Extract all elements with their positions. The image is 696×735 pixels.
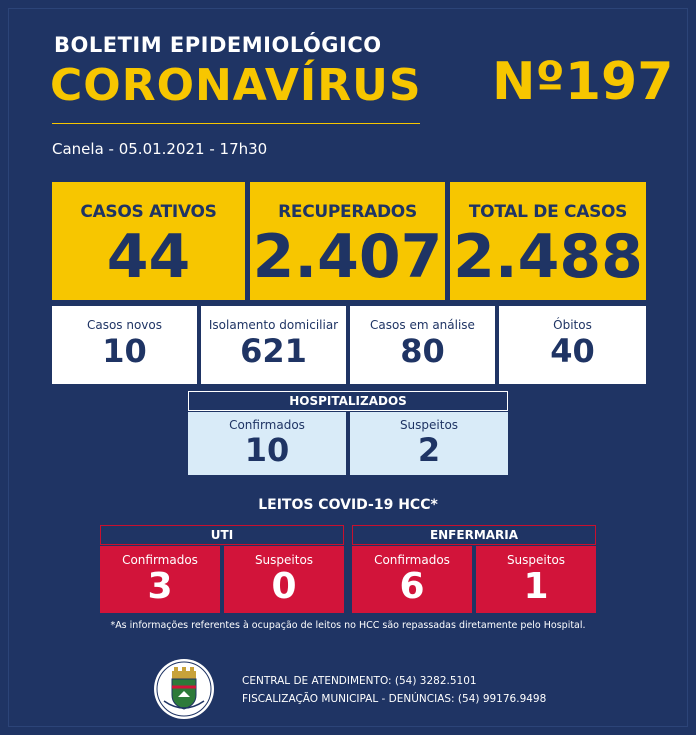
- casos-novos-card: [52, 306, 197, 384]
- coronavirus-title: CORONAVÍRUS: [50, 60, 422, 111]
- hospitalizados-header: HOSPITALIZADOS: [188, 391, 508, 411]
- total-casos-card: [450, 182, 646, 300]
- casos-ativos-label: CASOS ATIVOS: [80, 202, 217, 222]
- leitos-note: *As informações referentes à ocupação de leitos no HCC são repassadas diretamente pelo Hospital.: [110, 620, 586, 631]
- leitos-title: LEITOS COVID-19 HCC*: [258, 497, 438, 513]
- enf-confirmados-value: 6: [399, 566, 425, 607]
- em-analise-card: [350, 306, 495, 384]
- casos-ativos-value: 44: [106, 222, 191, 292]
- location-date: Canela - 05.01.2021 - 17h30: [52, 140, 268, 158]
- fiscalizacao-municipal: FISCALIZAÇÃO MUNICIPAL - DENÚNCIAS: (54) 99176.9498: [242, 693, 547, 705]
- recuperados-card: [250, 182, 445, 300]
- hosp-suspeitos-card: [350, 412, 508, 475]
- uti-suspeitos-card: [224, 546, 344, 613]
- municipal-crest-icon: [152, 657, 216, 721]
- uti-header: UTI: [100, 525, 344, 545]
- contact-info: [242, 672, 546, 708]
- uti-confirmados-value: 3: [147, 566, 173, 607]
- recuperados-label: RECUPERADOS: [278, 202, 417, 222]
- enf-suspeitos-value: 1: [523, 566, 549, 607]
- hosp-suspeitos-value: 2: [417, 431, 441, 469]
- total-casos-label: TOTAL DE CASOS: [468, 202, 628, 222]
- casos-novos-label: Casos novos: [86, 318, 163, 332]
- hosp-confirmados-value: 10: [244, 431, 290, 469]
- isolamento-value: 621: [240, 332, 307, 370]
- enfermaria-header: ENFERMARIA: [352, 525, 596, 545]
- bulletin-title: BOLETIM EPIDEMIOLÓGICO: [54, 33, 382, 57]
- hosp-confirmados-label: Confirmados: [229, 418, 305, 432]
- casos-novos-value: 10: [102, 332, 147, 370]
- enf-suspeitos-card: [476, 546, 596, 613]
- isolamento-card: [201, 306, 346, 384]
- enf-confirmados-card: [352, 546, 472, 613]
- bulletin-number: Nº197: [492, 52, 674, 112]
- obitos-label: Óbitos: [553, 318, 592, 332]
- uti-suspeitos-label: Suspeitos: [254, 553, 314, 567]
- title-divider: [52, 123, 420, 124]
- central-atendimento: CENTRAL DE ATENDIMENTO: (54) 3282.5101: [242, 675, 477, 687]
- em-analise-value: 80: [400, 332, 445, 370]
- enf-confirmados-label: Confirmados: [374, 553, 450, 567]
- uti-confirmados-label: Confirmados: [122, 553, 198, 567]
- casos-ativos-card: [52, 182, 245, 300]
- hosp-confirmados-card: [188, 412, 346, 475]
- enf-suspeitos-label: Suspeitos: [506, 553, 566, 567]
- recuperados-value: 2.407: [252, 222, 443, 292]
- obitos-card: [499, 306, 646, 384]
- uti-confirmados-card: [100, 546, 220, 613]
- obitos-value: 40: [550, 332, 595, 370]
- hosp-suspeitos-label: Suspeitos: [399, 418, 459, 432]
- uti-suspeitos-value: 0: [271, 566, 297, 607]
- em-analise-label: Casos em análise: [370, 318, 475, 332]
- isolamento-label: Isolamento domiciliar: [208, 318, 339, 332]
- total-casos-value: 2.488: [453, 222, 643, 292]
